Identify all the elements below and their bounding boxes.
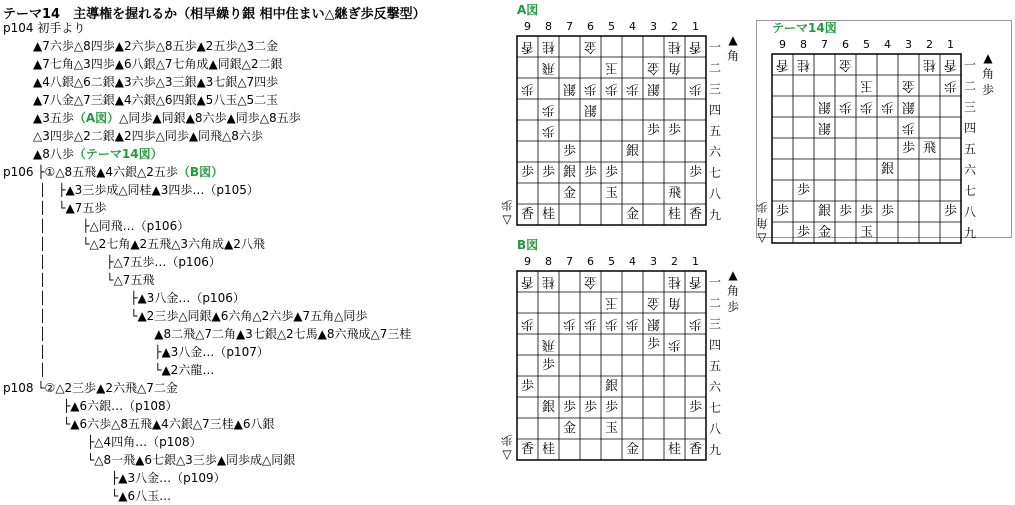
gote-piece: 飛 xyxy=(541,60,556,75)
move-text: │ ├▲3八金…（p107） xyxy=(3,345,269,359)
gote-piece: 歩 xyxy=(520,316,535,331)
gote-piece: 銀 xyxy=(817,120,832,135)
gote-piece: 歩 xyxy=(880,99,895,114)
shogi-board xyxy=(755,20,1005,260)
move-line xyxy=(33,74,278,91)
svg-text:歩: 歩 xyxy=(755,200,769,214)
shogi-board xyxy=(500,237,750,477)
move-line xyxy=(3,20,85,37)
column-number: 1 xyxy=(947,38,954,51)
gote-piece: 歩 xyxy=(541,102,556,117)
column-number: 3 xyxy=(905,38,912,51)
sente-piece: 金 xyxy=(562,186,577,201)
move-text: ├▲3八金…（p109） xyxy=(3,471,226,485)
svg-text:角: 角 xyxy=(726,284,740,298)
sente-piece: 歩 xyxy=(562,400,577,415)
move-text: p108 └②△2三歩▲2六飛△7二金 xyxy=(3,381,178,395)
row-number: 五 xyxy=(963,142,977,156)
svg-text:歩: 歩 xyxy=(981,83,995,97)
gote-piece: 銀 xyxy=(646,81,661,96)
sente-piece: 玉 xyxy=(859,225,874,240)
row-number: 五 xyxy=(708,359,722,373)
column-number: 4 xyxy=(629,20,636,33)
column-number: 6 xyxy=(587,255,594,268)
gote-hand xyxy=(501,433,513,463)
sente-piece: 香 xyxy=(520,207,535,222)
gote-piece: 桂 xyxy=(796,57,811,72)
diagram-reference: （B図） xyxy=(177,165,224,179)
column-number: 6 xyxy=(587,20,594,33)
sente-piece: 金 xyxy=(817,225,832,240)
sente-piece: 桂 xyxy=(541,207,556,222)
gote-piece: 歩 xyxy=(520,81,535,96)
move-text: ▲4八銀△6二銀▲3六歩△3三銀▲3七銀△7四歩 xyxy=(33,75,279,89)
svg-text:▲: ▲ xyxy=(983,51,993,65)
gote-piece: 歩 xyxy=(583,81,598,96)
move-line xyxy=(3,326,411,343)
gote-piece: 角 xyxy=(667,295,682,310)
sente-piece: 香 xyxy=(688,442,703,457)
sente-piece: 銀 xyxy=(562,165,577,180)
move-text: │ └△2七角▲2五飛△3六角成▲2八飛 xyxy=(3,237,265,251)
column-number: 1 xyxy=(692,20,699,33)
move-line xyxy=(3,200,106,217)
gote-piece: 歩 xyxy=(541,123,556,138)
row-number: 七 xyxy=(963,184,977,198)
move-line xyxy=(3,398,178,415)
move-text: ▲8八歩 xyxy=(33,147,74,161)
move-text: │ └△7五飛 xyxy=(3,273,155,287)
column-number: 5 xyxy=(863,38,870,51)
column-number: 2 xyxy=(926,38,933,51)
move-line xyxy=(3,362,214,379)
gote-piece: 玉 xyxy=(604,60,619,75)
row-number: 九 xyxy=(963,226,977,240)
svg-text:角: 角 xyxy=(726,49,740,63)
move-text: └▲6八玉… xyxy=(3,489,172,503)
column-number: 9 xyxy=(779,38,786,51)
column-number: 3 xyxy=(650,255,657,268)
sente-piece: 金 xyxy=(625,207,640,222)
sente-piece: 歩 xyxy=(775,204,790,219)
gote-piece: 銀 xyxy=(562,81,577,96)
gote-piece: 桂 xyxy=(541,274,556,289)
gote-piece: 歩 xyxy=(604,316,619,331)
svg-text:角: 角 xyxy=(981,67,995,81)
row-number: 三 xyxy=(708,82,722,96)
sente-piece: 飛 xyxy=(922,141,937,156)
column-number: 5 xyxy=(608,255,615,268)
move-text: ▲7六歩△8四歩▲2六歩△8五歩▲2五歩△3二金 xyxy=(33,39,279,53)
move-text: │ ├▲3八金…（p106） xyxy=(3,291,245,305)
column-number: 1 xyxy=(692,255,699,268)
row-number: 九 xyxy=(708,208,722,222)
move-text: ▲3五歩 xyxy=(33,111,74,125)
move-line xyxy=(3,344,269,361)
gote-piece: 飛 xyxy=(541,337,556,352)
move-text: └△8一飛▲6七銀△3三歩▲同歩成△同銀 xyxy=(3,453,296,467)
gote-piece: 香 xyxy=(688,39,703,54)
move-text: ▲7七角△3四歩▲6八銀△7七角成▲同銀△2二銀 xyxy=(33,57,283,71)
gote-hand xyxy=(756,200,768,246)
row-number: 三 xyxy=(708,317,722,331)
svg-text:▲: ▲ xyxy=(728,33,738,47)
move-text: │ └▲2三歩△同銀▲6六角△2六歩▲7五角△同歩 xyxy=(3,309,368,323)
sente-piece: 歩 xyxy=(838,204,853,219)
gote-piece: 香 xyxy=(520,274,535,289)
row-number: 八 xyxy=(708,187,722,201)
move-line xyxy=(33,110,301,127)
move-line xyxy=(33,146,163,163)
row-number: 九 xyxy=(708,443,722,457)
gote-piece: 桂 xyxy=(541,39,556,54)
row-number: 七 xyxy=(708,166,722,180)
move-text: │ ├△7五歩…（p106） xyxy=(3,255,221,269)
move-text-continued: △同歩▲同銀▲8六歩▲同歩△8五歩 xyxy=(119,111,301,125)
move-text: ▲7八金△7三銀▲4六銀△6四銀▲5八玉△5二玉 xyxy=(33,93,279,107)
column-number: 8 xyxy=(545,255,552,268)
move-line xyxy=(33,38,278,55)
sente-piece: 飛 xyxy=(667,186,682,201)
sente-piece: 歩 xyxy=(541,165,556,180)
row-number: 四 xyxy=(963,121,977,135)
svg-text:△: △ xyxy=(757,232,767,246)
sente-hand xyxy=(727,33,739,63)
row-number: 六 xyxy=(708,145,722,159)
gote-piece: 香 xyxy=(943,57,958,72)
move-text: p104 初手より xyxy=(3,21,86,35)
sente-piece: 歩 xyxy=(796,225,811,240)
gote-piece: 金 xyxy=(646,60,661,75)
gote-hand xyxy=(501,198,513,228)
gote-piece: 金 xyxy=(838,57,853,72)
row-number: 七 xyxy=(708,401,722,415)
gote-piece: 桂 xyxy=(667,274,682,289)
move-text: │ ├▲3三歩成△同桂▲3四歩…（p105） xyxy=(3,183,259,197)
sente-piece: 歩 xyxy=(541,358,556,373)
row-number: 五 xyxy=(708,124,722,138)
sente-piece: 歩 xyxy=(901,141,916,156)
sente-piece: 香 xyxy=(688,207,703,222)
sente-piece: 香 xyxy=(520,442,535,457)
gote-piece: 歩 xyxy=(859,99,874,114)
row-number: 六 xyxy=(963,163,977,177)
gote-piece: 歩 xyxy=(625,81,640,96)
move-line xyxy=(3,254,221,271)
gote-piece: 銀 xyxy=(817,99,832,114)
move-text: p106 ├①△8五飛▲4六銀△2五歩 xyxy=(3,165,178,179)
svg-text:歩: 歩 xyxy=(500,433,514,447)
sente-hand xyxy=(727,268,739,314)
column-number: 4 xyxy=(629,255,636,268)
row-number: 二 xyxy=(708,61,722,75)
svg-text:角: 角 xyxy=(755,216,769,230)
gote-piece: 銀 xyxy=(646,316,661,331)
move-line xyxy=(33,56,283,73)
gote-piece: 歩 xyxy=(604,81,619,96)
row-number: 三 xyxy=(963,100,977,114)
column-number: 7 xyxy=(821,38,828,51)
move-line xyxy=(3,218,189,235)
move-line xyxy=(3,236,265,253)
sente-piece: 銀 xyxy=(817,204,832,219)
column-number: 2 xyxy=(671,20,678,33)
row-number: 八 xyxy=(963,205,977,219)
gote-piece: 歩 xyxy=(583,316,598,331)
sente-piece: 歩 xyxy=(796,183,811,198)
gote-piece: 金 xyxy=(901,78,916,93)
sente-piece: 歩 xyxy=(520,379,535,394)
svg-text:歩: 歩 xyxy=(726,300,740,314)
page-title: テーマ14 主導権を握れるか（相早繰り銀 相中住まい△継ぎ歩反撃型） xyxy=(3,7,426,22)
gote-piece: 角 xyxy=(667,60,682,75)
gote-piece: 歩 xyxy=(838,99,853,114)
sente-piece: 玉 xyxy=(604,421,619,436)
sente-piece: 歩 xyxy=(604,400,619,415)
gote-piece: 歩 xyxy=(667,337,682,352)
move-line xyxy=(3,452,295,469)
board-a xyxy=(500,2,750,246)
move-line xyxy=(3,308,367,325)
sente-piece: 歩 xyxy=(646,337,661,352)
sente-piece: 歩 xyxy=(688,165,703,180)
move-line xyxy=(3,380,178,397)
sente-piece: 歩 xyxy=(583,165,598,180)
gote-piece: 歩 xyxy=(688,316,703,331)
column-number: 3 xyxy=(650,20,657,33)
move-line xyxy=(3,416,275,433)
sente-piece: 金 xyxy=(625,442,640,457)
column-number: 4 xyxy=(884,38,891,51)
column-number: 9 xyxy=(524,20,531,33)
column-number: 6 xyxy=(842,38,849,51)
sente-piece: 歩 xyxy=(604,165,619,180)
move-text: △3四歩△2二銀▲2四歩△同歩▲同飛△8六歩 xyxy=(33,129,263,143)
sente-piece: 歩 xyxy=(520,165,535,180)
sente-piece: 歩 xyxy=(646,123,661,138)
sente-piece: 歩 xyxy=(859,204,874,219)
gote-piece: 香 xyxy=(775,57,790,72)
move-line xyxy=(3,272,154,289)
gote-piece: 香 xyxy=(520,39,535,54)
gote-piece: 歩 xyxy=(688,81,703,96)
row-number: 一 xyxy=(708,275,722,289)
gote-piece: 金 xyxy=(646,295,661,310)
sente-piece: 金 xyxy=(562,421,577,436)
row-number: 二 xyxy=(708,296,722,310)
move-line xyxy=(33,128,263,145)
move-line xyxy=(3,488,171,505)
sente-piece: 銀 xyxy=(604,379,619,394)
move-text: │ └▲7五歩 xyxy=(3,201,107,215)
row-number: 四 xyxy=(708,338,722,352)
gote-piece: 歩 xyxy=(943,78,958,93)
shogi-board xyxy=(500,2,750,242)
gote-piece: 玉 xyxy=(604,295,619,310)
move-line xyxy=(3,470,226,487)
row-number: 四 xyxy=(708,103,722,117)
move-text: ├△4四角…（p108） xyxy=(3,435,202,449)
gote-piece: 金 xyxy=(583,39,598,54)
row-number: 六 xyxy=(708,380,722,394)
gote-piece: 金 xyxy=(583,274,598,289)
diagram-reference: （A図） xyxy=(73,111,120,125)
sente-hand xyxy=(982,51,994,97)
board-theme14 xyxy=(755,20,1005,264)
move-line xyxy=(33,92,278,109)
move-text: ├▲6六銀…（p108） xyxy=(3,399,178,413)
gote-piece: 歩 xyxy=(562,316,577,331)
gote-piece: 玉 xyxy=(859,78,874,93)
gote-piece: 桂 xyxy=(667,39,682,54)
move-line xyxy=(3,290,245,307)
board-label: A図 xyxy=(517,3,539,17)
sente-piece: 玉 xyxy=(604,186,619,201)
sente-piece: 桂 xyxy=(667,442,682,457)
sente-piece: 歩 xyxy=(562,144,577,159)
gote-piece: 香 xyxy=(688,274,703,289)
gote-piece: 銀 xyxy=(901,99,916,114)
sente-piece: 歩 xyxy=(880,204,895,219)
move-line xyxy=(3,164,223,181)
column-number: 7 xyxy=(566,20,573,33)
sente-piece: 歩 xyxy=(943,204,958,219)
column-number: 8 xyxy=(545,20,552,33)
svg-text:▲: ▲ xyxy=(728,268,738,282)
row-number: 一 xyxy=(708,40,722,54)
svg-text:歩: 歩 xyxy=(500,198,514,212)
sente-piece: 銀 xyxy=(880,162,895,177)
sente-piece: 銀 xyxy=(625,144,640,159)
column-number: 7 xyxy=(566,255,573,268)
svg-text:△: △ xyxy=(502,214,512,228)
gote-piece: 歩 xyxy=(901,120,916,135)
sente-piece: 桂 xyxy=(541,442,556,457)
sente-piece: 歩 xyxy=(667,123,682,138)
sente-piece: 桂 xyxy=(667,207,682,222)
row-number: 八 xyxy=(708,422,722,436)
column-number: 2 xyxy=(671,255,678,268)
diagram-reference: （テーマ14図） xyxy=(73,147,163,161)
board-b xyxy=(500,237,750,481)
gote-piece: 桂 xyxy=(922,57,937,72)
board-label: テーマ14図 xyxy=(772,21,837,35)
move-text: │ ├△同飛…（p106） xyxy=(3,219,190,233)
move-text: │ └▲2六龍… xyxy=(3,363,215,377)
row-number: 二 xyxy=(963,79,977,93)
row-number: 一 xyxy=(963,58,977,72)
svg-text:△: △ xyxy=(502,449,512,463)
move-line xyxy=(3,182,259,199)
sente-piece: 銀 xyxy=(541,400,556,415)
move-line xyxy=(3,434,202,451)
sente-piece: 歩 xyxy=(688,400,703,415)
move-text: └▲6六歩△8五飛▲4六銀△7三桂▲6八銀 xyxy=(3,417,275,431)
board-label: B図 xyxy=(517,238,539,252)
gote-piece: 歩 xyxy=(625,316,640,331)
gote-piece: 銀 xyxy=(583,102,598,117)
column-number: 5 xyxy=(608,20,615,33)
move-text: │ ▲8二飛△7二角▲3七銀△2七馬▲8六飛成△7三桂 xyxy=(3,327,412,341)
column-number: 8 xyxy=(800,38,807,51)
column-number: 9 xyxy=(524,255,531,268)
sente-piece: 歩 xyxy=(583,400,598,415)
